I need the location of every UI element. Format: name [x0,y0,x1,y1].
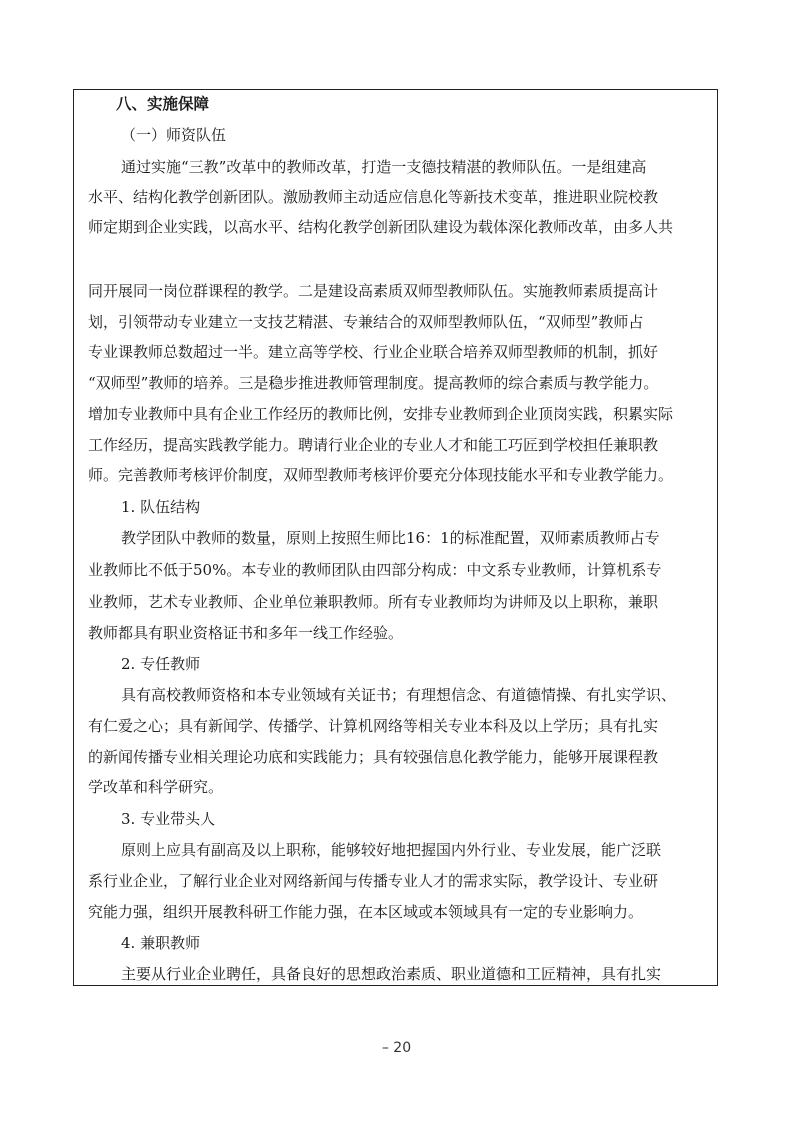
paragraph-line: 系行业企业，了解行业企业对网络新闻与传播专业人才的需求实际，教学设计、专业研 [88,872,659,890]
paragraph-line: 业教师比不低于50%。本专业的教师团队由四部分构成：中文系专业教师，计算机系专 [88,561,662,579]
paragraph-line: 原则上应具有副高及以上职称，能够较好地把握国内外行业、专业发展，能广泛联 [121,841,662,859]
paragraph-line: “双师型”教师的培养。三是稳步推进教师管理制度。提高教师的综合素质与教学能力。 [88,374,659,392]
item-heading: 3. 专业带头人 [121,810,216,828]
paragraph-line: 水平、结构化教学创新团队。激励教师主动适应信息化等新技术变革，推进职业院校教 [88,188,659,206]
paragraph-line: 主要从行业企业聘任，具备良好的思想政治素质、职业道德和工匠精神，具有扎实 [121,965,662,983]
paragraph-line: 师定期到企业实践，以高水平、结构化教学创新团队建设为载体深化教师改革，由多人共 [88,218,674,236]
paragraph-line: 通过实施“三教”改革中的教师改革，打造一支德技精湛的教师队伍。一是组建高 [121,158,647,176]
paragraph-line: 专业课教师总数超过一半。建立高等学校、行业企业联合培养双师型教师的机制，抓好 [88,343,659,361]
paragraph-line: 的新闻传播专业相关理论功底和实践能力；具有较强信息化教学能力，能够开展课程教 [88,748,659,766]
paragraph-line: 业教师，艺术专业教师、企业单位兼职教师。所有专业教师均为讲师及以上职称，兼职 [88,593,659,611]
item-heading: 4. 兼职教师 [121,934,201,952]
item-heading: 2. 专任教师 [121,655,201,673]
paragraph-line: 划，引领带动专业建立一支技艺精湛、专兼结合的双师型教师队伍，“双师型”教师占 [88,313,644,331]
paragraph-line: 学改革和科学研究。 [88,778,224,796]
paragraph-line: 具有高校教师资格和本专业领域有关证书；有理想信念、有道德情操、有扎实学识、 [121,686,677,704]
section-heading: 八、实施保障 [116,95,210,113]
paragraph-line: 究能力强，组织开展教科研工作能力强，在本区域或本领域具有一定的专业影响力。 [88,903,644,921]
paragraph-line: 教学团队中教师的数量，原则上按照生师比16：1的标准配置，双师素质教师占专 [121,529,660,547]
paragraph-line: 增加专业教师中具有企业工作经历的教师比例，安排专业教师到企业顶岗实践，积累实际 [88,405,674,423]
paragraph-line: 有仁爱之心；具有新闻学、传播学、计算机网络等相关专业本科及以上学历；具有扎实 [88,717,659,735]
subsection-heading: （一）师资队伍 [121,126,227,144]
item-heading: 1. 队伍结构 [121,498,201,516]
page-number: – 20 [381,1040,412,1056]
paragraph-line: 教师都具有职业资格证书和多年一线工作经验。 [88,624,404,642]
paragraph-line: 工作经历，提高实践教学能力。聘请行业企业的专业人才和能工巧匠到学校担任兼职教 [88,436,659,454]
paragraph-line: 师。完善教师考核评价制度，双师型教师考核评价要充分体现技能水平和专业教学能力。 [88,466,674,484]
paragraph-line: 同开展同一岗位群课程的教学。二是建设高素质双师型教师队伍。实施教师素质提高计 [88,282,659,300]
